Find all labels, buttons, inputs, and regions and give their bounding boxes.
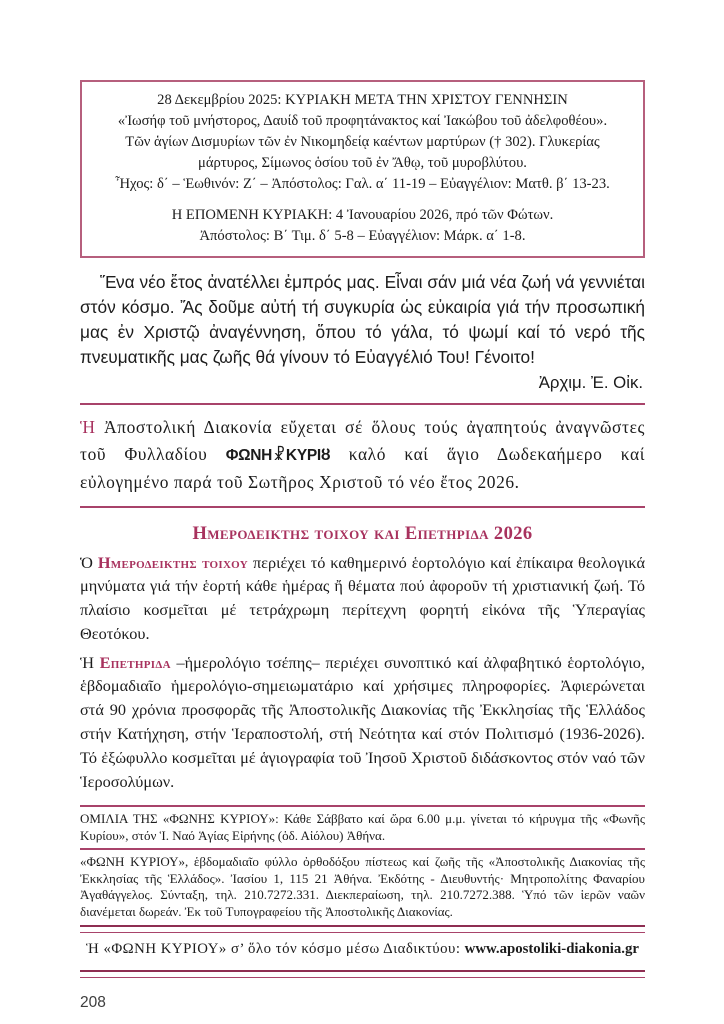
divider-rule — [80, 506, 645, 508]
term-epetirida: Επετηριδα — [99, 652, 171, 672]
liturgical-calendar-box — [80, 80, 645, 258]
imprint-footer — [80, 805, 645, 978]
wall-calendar-paragraph — [80, 551, 645, 646]
footer-rule — [80, 848, 645, 850]
logo-word-foni: ΦΩΝΗ — [225, 446, 273, 464]
website-line — [80, 933, 645, 965]
divider-rule — [80, 403, 645, 405]
homily-text: Κάθε Σάββατο καί ὥρα 6.00 μ.μ. γίνεται τό κήρυγμα τῆς «Φωνῆς Κυρίου», στόν Ἱ. Ναό Ἁγίας Εἰρήνης (ὁδ. Αἰόλου) Ἀθήνα. — [80, 811, 646, 843]
footer-rule — [80, 805, 645, 807]
feast-title: 28 Δεκεμβρίου 2025: ΚΥΡΙΑΚΗ ΜΕΤΑ ΤΗΝ ΧΡΙΣΤΟΥ ΓΕΝΝΗΣΙΝ — [157, 92, 568, 108]
initial-letter: Ἡ — [80, 417, 96, 437]
wishes-text-before: Ἀποστολική Διακονία εὔχεται σέ ὅλους τούς ἀγαπητούς ἀναγνῶστες τοῦ Φυλλαδίου — [80, 417, 645, 464]
foni-kyriou-logo — [226, 447, 331, 464]
section-heading: Ημεροδεικτης τοιχου και Επετηριδα 2026 — [192, 523, 533, 544]
paragraph-text: περιέχει τό καθημερινό ἑορτολόγιο καί ἐπίκαιρα θεολογικά μηνύματα γιά τήν ἑορτή κάθε ἡμέρας ἤ θέματα πού ἀφοροῦν τή χριστιανική ζωή. Τό πλαίσιο κοσμεῖται μέ τετράχρωμη περίτεχνη φορητή εἰκόνα τῆς Ὑπεραγίας Θεοτόκου. — [80, 552, 645, 643]
double-rule — [80, 925, 645, 933]
term-imerodeiktis: Ημεροδεικτης τοιχου — [97, 552, 249, 572]
chi-rho-icon: ☧ — [273, 446, 285, 464]
next-sunday-readings: Ἀπόστολος: Β΄ Τιμ. δ΄ 5-8 – Εὐαγγέλιον: Μάρκ. α΄ 1-8. — [199, 228, 526, 244]
feast-line: μάρτυρος, Σίμωνος ὁσίου τοῦ ἐν Ἄθῳ, τοῦ μυροβλύτου. — [198, 155, 527, 171]
logo-word-kyriou: ΚΥΡΙȣ — [285, 446, 331, 464]
page-number: 208 — [80, 994, 106, 1012]
next-sunday-line: Η ΕΠΟΜΕΝΗ ΚΥΡΙΑΚΗ: 4 Ἰανουαρίου 2026, πρό τῶν Φώτων. — [171, 207, 554, 223]
wishes-paragraph — [80, 414, 645, 496]
homily-notice — [80, 811, 645, 844]
signature: Ἀρχιμ. Ἐ. Οἰκ. — [538, 373, 643, 392]
feast-line: «Ἰωσήφ τοῦ μνήστορος, Δαυίδ τοῦ προφητάνακτος καί Ἰακώβου τοῦ ἀδελφοθέου». — [117, 113, 608, 129]
paragraph-lead: Ἡ — [80, 652, 94, 672]
website-url[interactable]: www.apostoliki-diakonia.gr — [464, 941, 639, 958]
double-rule — [80, 970, 645, 978]
wishes-text-after: καλό καί ἅγιο Δωδεκαήμερο καί εὐλογημένο παρά τοῦ Σωτῆρος Χριστοῦ τό νέο ἔτος 2026. — [80, 443, 646, 492]
feast-line: Τῶν ἁγίων Δισμυρίων τῶν ἐν Νικομηδείᾳ καέντων μαρτύρων († 302). Γλυκερίας — [125, 134, 600, 150]
website-label: Ἡ «ΦΩΝΗ ΚΥΡΙΟΥ» σ’ ὅλο τόν κόσμο μέσω Διαδικτύου: — [86, 941, 461, 958]
yearbook-paragraph — [80, 651, 645, 794]
paragraph-lead: Ὁ — [80, 552, 93, 572]
intro-paragraph: Ἕνα νέο ἔτος ἀνατέλλει ἐμπρός μας. Εἶναι σάν μιά νέα ζωή νά γεννιέται στόν κόσμο. Ἄς δοῦμε αὐτή τή συγκυρία ὡς εὐκαιρία γιά τήν προσωπική μας ἐν Χριστῷ ἀναγέννηση, ὅπου τό γάλα, τό ψωμί καί τό νερό τῆς πνευματικῆς μας ζωῆς θά γίνουν τό Εὐαγγέλιό Του! Γένοιτο! — [80, 272, 645, 367]
page-content — [80, 80, 645, 1012]
homily-label: ΟΜΙΛΙΑ ΤΗΣ «ΦΩΝΗΣ ΚΥΡΙΟΥ»: — [80, 811, 279, 827]
paragraph-text: –ἡμερολόγιο τσέπης– περιέχει συνοπτικό καί ἀλφαβητικό ἑορτολόγιο, ἑβδομαδιαῖο ἡμερολόγιο-σημειωματάριο καί χρήσιμες πληροφορίες. Ἀφιερώνεται στά 90 χρόνια προσφορᾶς τῆς Ἀποστολικῆς Διακονίας τῆς Ἐκκλησίας τῆς Ἑλλάδος στήν Κατήχηση, στήν Ἱεραποστολή, στή Νεότητα καί στόν Πολιτισμό (1936-2026). Τό ἐξώφυλλο κοσμεῖται μέ ἁγιογραφία τοῦ Ἰησοῦ Χριστοῦ διδάσκοντος στόν ναό τῶν Ἱεροσολύμων. — [80, 652, 645, 791]
tone-readings-line: Ἦχος: δ΄ – Ἑωθινόν: Ζ΄ – Ἀπόστολος: Γαλ. α΄ 11-19 – Εὐαγγέλιον: Ματθ. β΄ 13-23. — [115, 176, 610, 192]
imprint-text: «ΦΩΝΗ ΚΥΡΙΟΥ», ἑβδομαδιαῖο φύλλο ὀρθοδόξου πίστεως καί ζωῆς τῆς «Ἀποστολικῆς Διακονίας τῆς Ἐκκλησίας τῆς Ἑλλάδος». Ἰασίου 1, 115 21 Ἀθήνα. Ἐκδότης - Διευθυντής· Μητροπολίτης Φαναρίου Ἀγαθάγγελος. Σύνταξη, τηλ. 210.7272.331. Διεκπεραίωση, τηλ. 210.7272.388. Ὑπό τῶν ἱερῶν ναῶν διανέμεται δωρεάν. Ἐκ τοῦ Τυπογραφείου τῆς Ἀποστολικῆς Διακονίας. — [80, 854, 645, 919]
next-sunday-block — [90, 205, 635, 247]
